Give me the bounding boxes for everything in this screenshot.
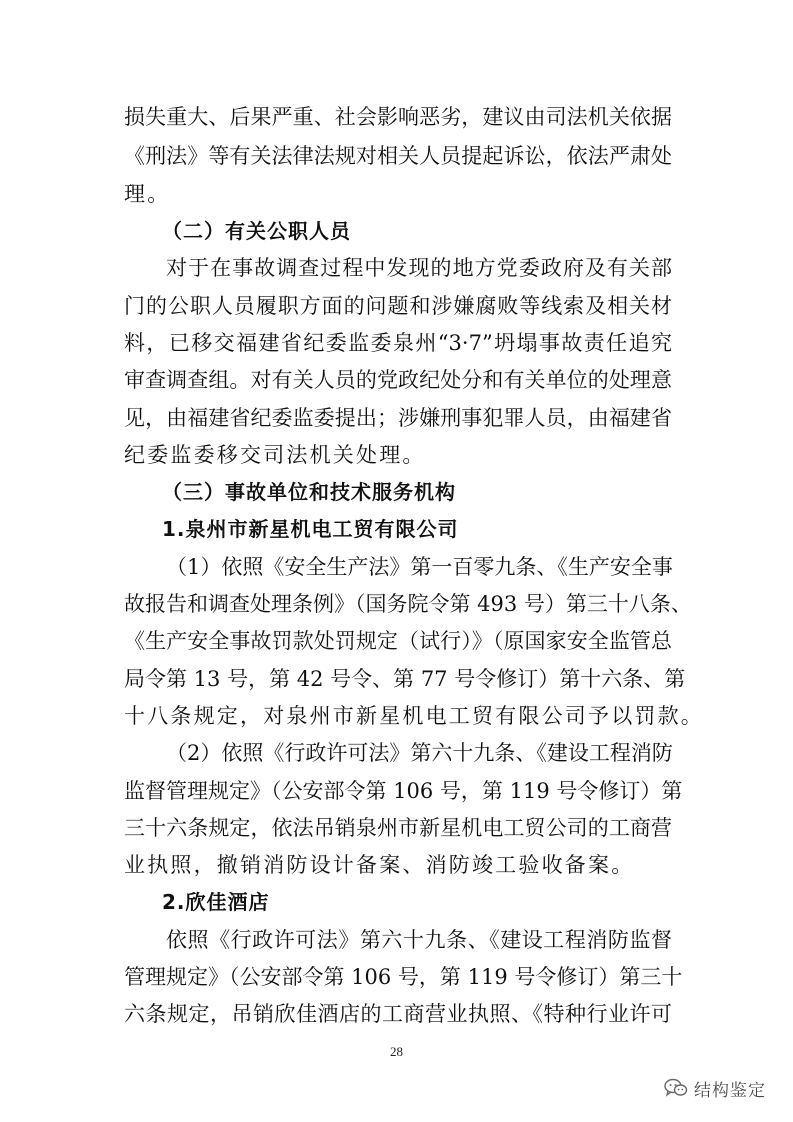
body-line: 纪委监委移交司法机关处理。 xyxy=(124,443,426,467)
body-line: 见，由福建省纪委监委提出；涉嫌刑事犯罪人员，由福建省 xyxy=(124,406,672,430)
body-line: 损失重大、后果严重、社会影响恶劣，建议由司法机关依据 xyxy=(124,105,672,129)
body-line: 监督管理规定》（公安部令第 106 号，第 119 号令修订）第 xyxy=(124,779,683,803)
body-line: 三十六条规定，依法吊销泉州市新星机电工贸公司的工商营 xyxy=(124,816,672,840)
body-line: 依照《行政许可法》第六十九条、《建设工程消防监督 xyxy=(166,928,672,952)
body-line: 门的公职人员履职方面的问题和涉嫌腐败等线索及相关材 xyxy=(124,294,672,318)
subsection-heading: 1.泉州市新星机电工贸有限公司 xyxy=(162,517,459,541)
body-line: 《生产安全事故罚款处罚规定（试行）》（原国家安全监管总 xyxy=(124,629,672,653)
body-line: 局令第 13 号，第 42 号令、第 77 号令修订）第十六条、第 xyxy=(124,667,686,691)
body-line: 对于在事故调查过程中发现的地方党委政府及有关部 xyxy=(166,256,672,280)
body-line: 业执照，撤销消防设计备案、消防竣工验收备案。 xyxy=(124,853,635,877)
body-line: 六条规定，吊销欣佳酒店的工商营业执照、《特种行业许可 xyxy=(124,1002,672,1026)
body-line: 审查调查组。对有关人员的党政纪处分和有关单位的处理意 xyxy=(124,368,672,392)
watermark-text: 结构鉴定 xyxy=(694,1080,766,1101)
body-line: 《刑法》等有关法律法规对相关人员提起诉讼，依法严肃处 xyxy=(124,144,672,168)
body-line: 十八条规定，对泉州市新星机电工贸有限公司予以罚款。 xyxy=(124,704,704,728)
body-line: 料，已移交福建省纪委监委泉州“3·7”坍塌事故责任追究 xyxy=(124,331,672,355)
section-heading: （二）有关公职人员 xyxy=(162,219,351,243)
watermark xyxy=(664,1074,766,1102)
body-line: 故报告和调查处理条例》（国务院令第 493 号）第三十八条、 xyxy=(124,592,692,616)
subsection-heading: 2.欣佳酒店 xyxy=(162,890,270,914)
body-line: （2）依照《行政许可法》第六十九条、《建设工程消防 xyxy=(166,741,673,765)
body-line: 管理规定》（公安部令第 106 号，第 119 号令修订）第三十 xyxy=(124,965,683,989)
section-heading: （三）事故单位和技术服务机构 xyxy=(162,480,456,504)
page-number: 28 xyxy=(390,1044,403,1059)
body-line: （1）依照《安全生产法》第一百零九条、《生产安全事 xyxy=(166,555,673,579)
wechat-icon xyxy=(664,1078,688,1098)
body-line: 理。 xyxy=(124,182,171,206)
